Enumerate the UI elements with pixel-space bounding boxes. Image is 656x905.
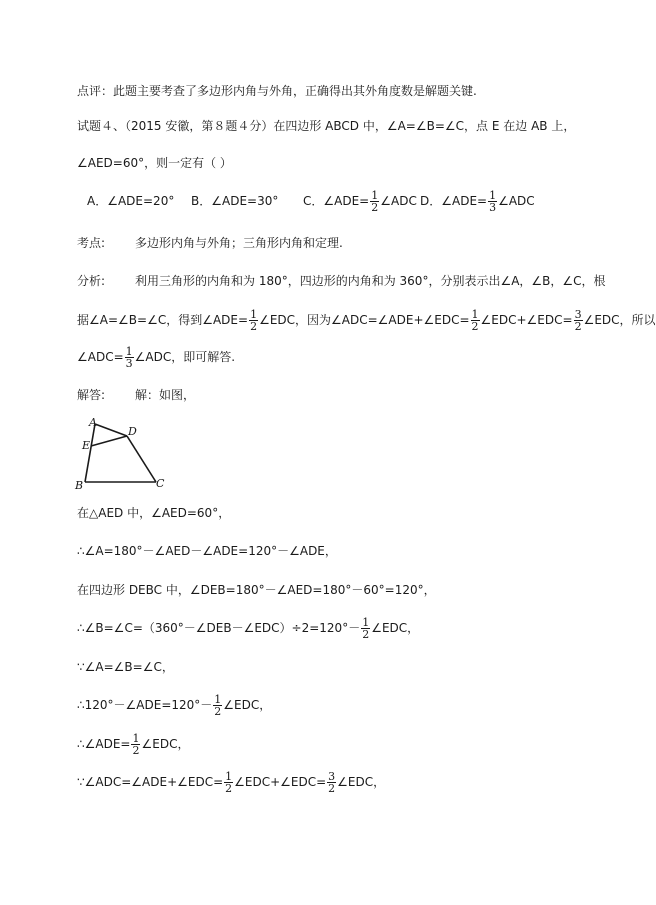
fenxi-text-3b: ∠ADC，即可解答. <box>134 350 236 364</box>
fenxi-text-2d: ∠EDC，所以 <box>583 313 656 327</box>
solution-line-5: ∵∠A=∠B=∠C， <box>77 660 174 674</box>
solution-line-2: ∴∠A=180°－∠AED－∠ADE=120°－∠ADE， <box>77 544 337 558</box>
fraction <box>249 309 258 332</box>
fraction-numerator: 1 <box>125 345 133 358</box>
fraction-numerator: 1 <box>214 693 222 706</box>
solution-text-7a: ∴∠ADE= <box>77 737 131 751</box>
fenxi-text-3a: ∠ADC= <box>77 350 124 364</box>
fraction-numerator: 3 <box>328 770 336 783</box>
fraction-denominator: 2 <box>574 320 582 333</box>
option-c <box>303 187 417 215</box>
fraction <box>574 309 583 332</box>
jieda-line <box>77 381 195 409</box>
label-e: E <box>82 439 91 452</box>
solution-line-7 <box>77 730 189 758</box>
fraction <box>224 771 233 794</box>
solution-text-6b: ∠EDC， <box>223 698 272 712</box>
fraction-denominator: 2 <box>214 705 222 718</box>
solution-text-6a: ∴120°－∠ADE=120°－ <box>77 698 213 712</box>
fraction-denominator: 2 <box>225 782 233 795</box>
jieda-label: 解答: <box>77 388 106 402</box>
fraction-numerator: 1 <box>489 189 497 202</box>
fraction-denominator: 2 <box>132 744 140 757</box>
jieda-text: 解：如图， <box>135 388 196 402</box>
edge-ab <box>85 424 95 482</box>
option-d <box>420 187 535 215</box>
solution-text-8b: ∠EDC+∠EDC= <box>234 775 327 789</box>
fraction-numerator: 1 <box>371 189 379 202</box>
label-d: D <box>128 425 137 438</box>
fenxi-line1 <box>77 267 606 295</box>
fraction-numerator: 1 <box>225 770 233 783</box>
question-header: 试题４、（2015 安徽，第８题４分）在四边形 ABCD 中，∠A=∠B=∠C，点 E 在边 AB 上， <box>77 119 576 133</box>
option-a: A．∠ADE=20° <box>87 194 175 208</box>
fenxi-line2 <box>77 306 656 334</box>
edge-cd <box>127 436 156 482</box>
fraction-denominator: 3 <box>125 357 133 370</box>
question-line2: ∠AED=60°，则一定有（ ） <box>77 156 232 170</box>
solution-line-1: 在△AED 中，∠AED=60°， <box>77 506 231 520</box>
fenxi-line3 <box>77 343 235 371</box>
fenxi-label: 分析: <box>77 274 106 288</box>
fenxi-text-2c: ∠EDC+∠EDC= <box>480 313 573 327</box>
comment-line: 点评：此题主要考查了多边形内角与外角，正确得出其外角度数是解题关键. <box>77 84 477 98</box>
option-c-fraction <box>370 190 379 213</box>
solution-text-4a: ∴∠B=∠C=（360°－∠DEB－∠EDC）÷2=120°－ <box>77 621 361 635</box>
fraction <box>213 694 222 717</box>
fraction-denominator: 2 <box>250 320 258 333</box>
edge-ed <box>91 436 127 446</box>
solution-text-8c: ∠EDC， <box>337 775 386 789</box>
solution-line-4 <box>77 614 419 642</box>
label-b: B <box>75 479 84 492</box>
fraction-denominator: 2 <box>328 782 336 795</box>
fraction-denominator: 2 <box>371 201 379 214</box>
label-c: C <box>156 477 165 490</box>
label-a: A <box>89 416 97 429</box>
solution-text-8a: ∵∠ADC=∠ADE+∠EDC= <box>77 775 224 789</box>
fraction-numerator: 1 <box>471 308 479 321</box>
option-c-prefix: C．∠ADE= <box>303 194 370 208</box>
fraction <box>125 346 134 369</box>
fraction-numerator: 3 <box>574 308 582 321</box>
option-d-suffix: ∠ADC <box>498 194 535 208</box>
solution-text-7b: ∠EDC， <box>141 737 190 751</box>
fraction <box>131 733 140 756</box>
fraction <box>361 617 370 640</box>
fraction-denominator: 2 <box>362 628 370 641</box>
fenxi-text-1: 利用三角形的内角和为 180°，四边形的内角和为 360°，分别表示出∠A，∠B，∠C，根 <box>135 274 606 288</box>
fraction-numerator: 1 <box>362 616 370 629</box>
kaodian-line <box>77 229 343 257</box>
option-c-suffix: ∠ADC <box>380 194 417 208</box>
quadrilateral-figure <box>72 418 182 493</box>
option-b: B．∠ADE=30° <box>191 194 279 208</box>
fraction-denominator: 3 <box>489 201 497 214</box>
fraction-numerator: 1 <box>250 308 258 321</box>
solution-line-6 <box>77 691 271 719</box>
edge-ad <box>95 424 127 436</box>
fraction <box>471 309 480 332</box>
solution-line-3: 在四边形 DEBC 中，∠DEB=180°－∠AED=180°－60°=120°， <box>77 583 436 597</box>
option-d-prefix: D．∠ADE= <box>420 194 488 208</box>
fraction-numerator: 1 <box>132 732 140 745</box>
solution-text-4b: ∠EDC， <box>371 621 420 635</box>
kaodian-text: 多边形内角与外角；三角形内角和定理. <box>135 236 343 250</box>
kaodian-label: 考点: <box>77 236 106 250</box>
fraction-denominator: 2 <box>471 320 479 333</box>
solution-line-8 <box>77 768 385 796</box>
fenxi-text-2b: ∠EDC，因为∠ADC=∠ADE+∠EDC= <box>259 313 470 327</box>
fraction <box>327 771 336 794</box>
fenxi-text-2a: 据∠A=∠B=∠C，得到∠ADE= <box>77 313 249 327</box>
option-d-fraction <box>488 190 497 213</box>
